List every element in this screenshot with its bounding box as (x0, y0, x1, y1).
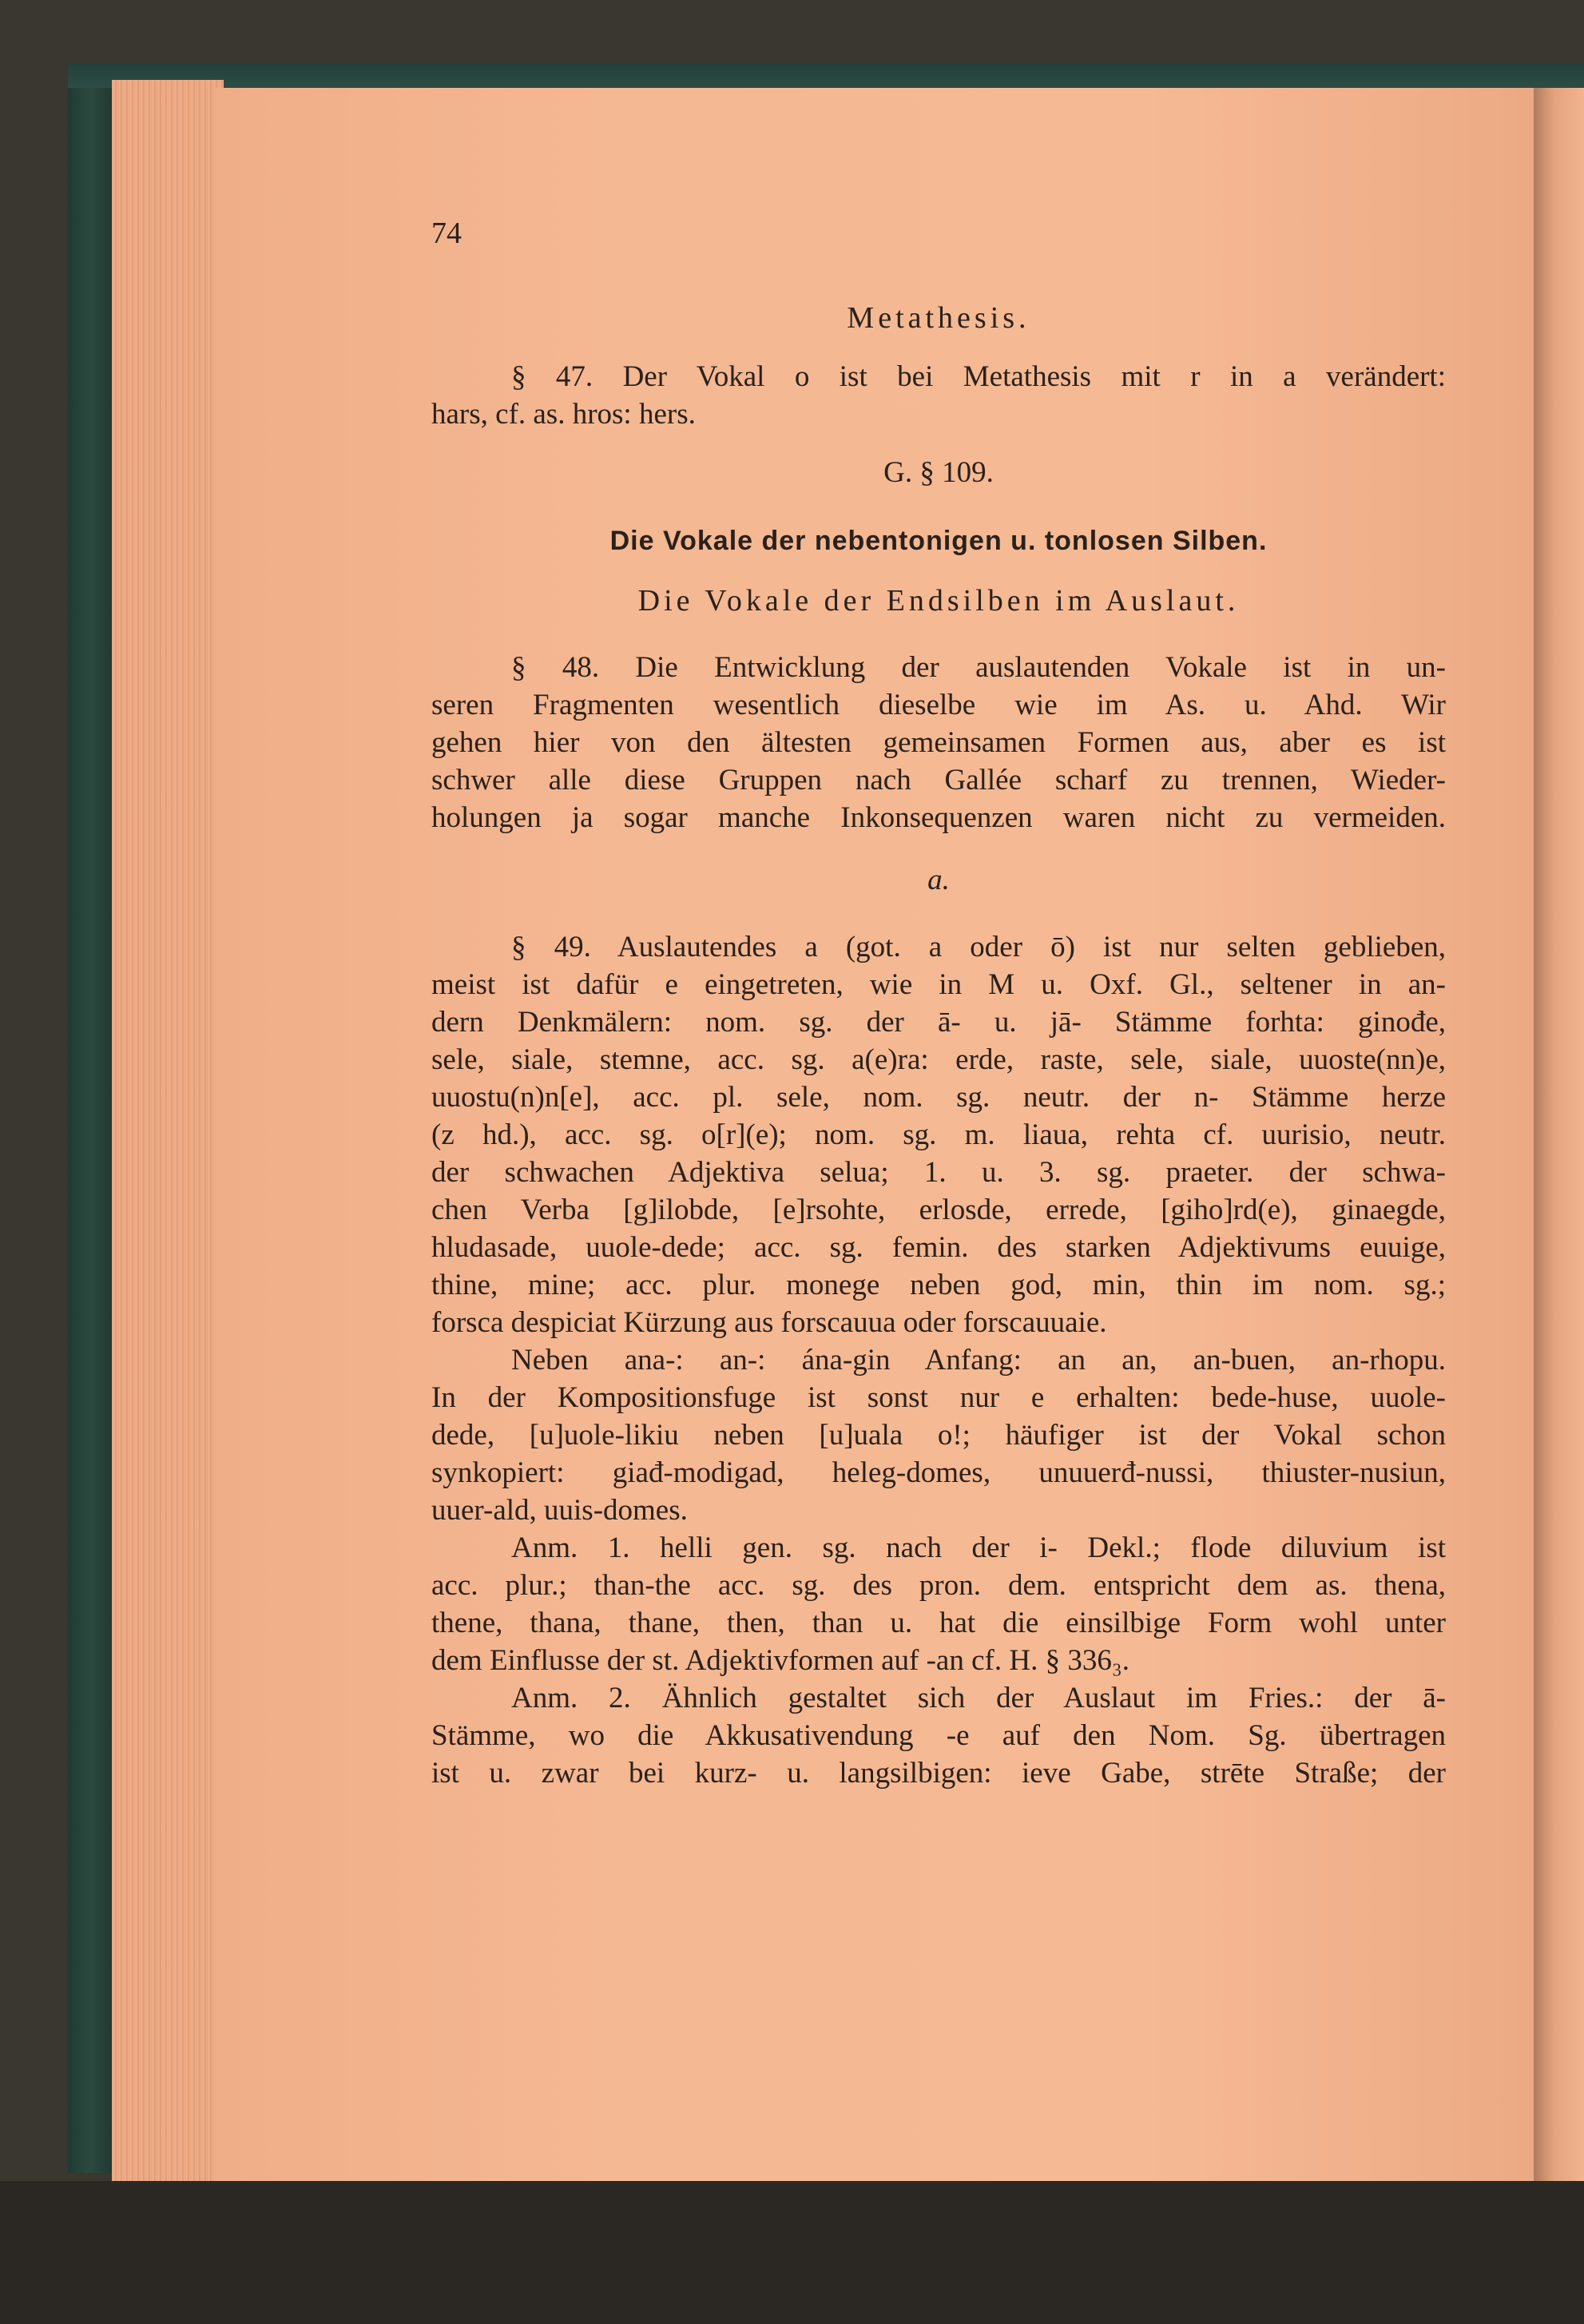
text-line: synkopiert: giađ-modigad, heleg-domes, unuuerđ-nussi, thiuster-nusiun, (431, 1456, 1446, 1489)
text-line: meist ist dafür e eingetreten, wie in M u. Oxf. Gl., seltener in an- (431, 968, 1446, 1001)
page-text-block (431, 204, 1446, 1792)
annotation-1 (431, 1529, 1446, 1679)
text-line: hludasade, uuole-dede; acc. sg. femin. des starken Adjektivums euuige, (431, 1231, 1446, 1264)
text-line: thene, thana, thane, then, than u. hat die einsilbige Form wohl unter (431, 1607, 1446, 1639)
text-line: dern Denkmälern: nom. sg. der ā- u. jā- Stämme forhta: ginođe, (431, 1006, 1446, 1039)
text-line: der schwachen Adjektiva selua; 1. u. 3. sg. praeter. der schwa- (431, 1156, 1446, 1189)
background-shadow (0, 2181, 1584, 2324)
text-line: § 48. Die Entwicklung der auslautenden Vokale ist in un- (511, 651, 1446, 684)
text-line: § 49. Auslautendes a (got. a oder ō) ist nur selten geblieben, (511, 931, 1446, 963)
text-line: Neben ana-: an-: ána-gin Anfang: an an, an-buen, an-rhopu. (511, 1344, 1446, 1377)
text-line: sele, siale, stemne, acc. sg. a(e)ra: erde, raste, sele, siale, uuoste(nn)e, (431, 1043, 1446, 1076)
a-heading: a. (927, 864, 950, 896)
text-line: dede, [u]uole-likiu neben [u]uala o!; häufiger ist der Vokal schon (431, 1419, 1446, 1452)
page-number: 74 (431, 217, 462, 250)
text-line: uuostu(n)n[e], acc. pl. sele, nom. sg. neutr. der n- Stämme herze (431, 1081, 1446, 1114)
section-heading: Die Vokale der nebentonigen u. tonlosen Silben. (609, 526, 1268, 556)
text-line: In der Kompositionsfuge ist sonst nur e erhalten: bede-huse, uuole- (431, 1381, 1446, 1414)
paragraph-49 (431, 928, 1446, 1341)
text-line: thine, mine; acc. plur. monege neben god, min, thin im nom. sg.; (431, 1269, 1446, 1301)
text-line: uuer-ald, uuis-domes. (431, 1494, 688, 1527)
page-stack-edges (112, 80, 224, 2181)
paragraph-48 (431, 649, 1446, 836)
annotation-2 (431, 1679, 1446, 1792)
text-line: gehen hier von den ältesten gemeinsamen Formen aus, aber es ist (431, 726, 1446, 759)
metathesis-heading: Metathesis. (847, 301, 1030, 335)
text-line: ist u. zwar bei kurz- u. langsilbigen: ieve Gabe, strēte Straße; der (431, 1757, 1446, 1790)
text-line: chen Verba [g]ilobde, [e]rsohte, erlosde, errede, [giho]rd(e), ginaegde, (431, 1194, 1446, 1226)
text-line: schwer alle diese Gruppen nach Gallée scharf zu trennen, Wieder- (431, 764, 1446, 797)
text-line: dem Einflusse der st. Adjektivformen auf -an cf. H. § 336₃. (431, 1644, 1129, 1677)
text-line: forsca despiciat Kürzung aus forscauua oder forscauuaie. (431, 1306, 1107, 1339)
text-line: Anm. 1. helli gen. sg. nach der i- Dekl.; flode diluvium ist (511, 1531, 1446, 1564)
text-line: § 47. Der Vokal o ist bei Metathesis mit r in a verändert: (511, 360, 1446, 393)
text-line: Stämme, wo die Akkusativendung -e auf den Nom. Sg. übertragen (431, 1719, 1446, 1752)
subsection-heading: Die Vokale der Endsilben im Auslaut. (637, 584, 1240, 618)
text-line: holungen ja sogar manche Inkonsequenzen waren nicht zu vermeiden. (431, 801, 1446, 834)
text-line: hars, cf. as. hros: hers. (431, 398, 696, 431)
book-cover-top (68, 64, 1584, 88)
text-line: (z hd.), acc. sg. o[r](e); nom. sg. m. liaua, rehta cf. uurisio, neutr. (431, 1118, 1446, 1151)
text-line: Anm. 2. Ähnlich gestaltet sich der Auslaut im Fries.: der ā- (511, 1682, 1446, 1714)
adjacent-page-edge (1534, 88, 1584, 2181)
paragraph-neben (431, 1341, 1446, 1529)
gallee-reference: G. § 109. (883, 456, 994, 489)
text-line: seren Fragmenten wesentlich dieselbe wie im As. u. Ahd. Wir (431, 689, 1446, 721)
paragraph-47 (431, 358, 1446, 433)
text-line: acc. plur.; than-the acc. sg. des pron. dem. entspricht dem as. thena, (431, 1569, 1446, 1602)
